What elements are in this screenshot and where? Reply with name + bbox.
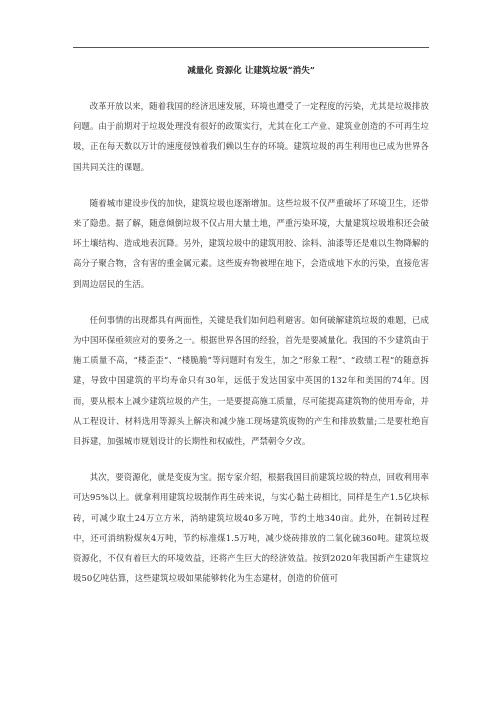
paragraph-4: 其次，要资源化，就是变废为宝。据专家介绍，根据我国目前建筑垃圾的特点，回收利用率可达95%以上。就拿利用建筑垃圾制作再生砖来说，与实心黏土砖相比，同样是生产1.5亿块标砖，可减少取土24万立方米，消纳建筑垃圾40多万吨，节约土地340亩。此外，在制砖过程中，还可消纳粉煤灰4万吨，节约标准煤1.5万吨，减少烧砖排放的二氧化硫360吨。建筑垃圾资源化，不仅有着巨大的环境效益，还将产生巨大的经济效益。按到2020年我国新产生建筑垃圾50亿吨估算，这些建筑垃圾如果能够转化为生态建材，创造的价值可: [73, 472, 429, 584]
header-rule: [73, 47, 429, 48]
paragraph-1: 改革开放以来，随着我国的经济迅速发展，环境也遭受了一定程度的污染，尤其是垃圾排放问题。由于前期对于垃圾处理没有很好的政策实行，尤其在化工产业、建筑业创造的不可再生垃圾，正在每天数以万计的速度侵蚀着我们赖以生存的环境。建筑垃圾的再生利用也已成为世界各国共同关注的课题。: [73, 101, 429, 172]
paragraph-2: 随着城市建设步伐的加快，建筑垃圾也逐渐增加。这些垃圾不仅严重破坏了环境卫生，还带来了隐患。据了解，随意倾倒垃圾不仅占用大量土地，严重污染环境，大量建筑垃圾堆积还会破坏土壤结构、造成地表沉降。另外，建筑垃圾中的建筑用胶、涂料、油漆等还是难以生物降解的高分子聚合物，含有害的重金属元素。这些废弃物被埋在地下，会造成地下水的污染，直接危害到周边居民的生活。: [73, 197, 429, 289]
document-title: 减量化 资源化 让建筑垃圾“消失”: [187, 66, 315, 76]
paragraph-3: 任何事情的出现都具有两面性，关键是我们如何趋利避害。如何破解建筑垃圾的难题，已成为中国环保亟须应对的要务之一。根据世界各国的经验，首先是要减量化。我国的不少建筑由于施工质量不高，“楼歪歪”、“楼脆脆”等问题时有发生，加之“形象工程”、“政绩工程”的随意拆建，导致中国建筑的平均寿命只有30年，远低于发达国家中英国的132年和美国的74年。因而，要从根本上减少建筑垃圾的产生，一是要提高施工质量，尽可能提高建筑物的使用寿命，并从工程设计、材料选用等源头上解决和减少施工现场建筑废物的产生和排放数量;二是要杜绝盲目拆建，加强城市规划设计的长期性和权威性，严禁朝令夕改。: [73, 314, 429, 447]
document-body: [73, 96, 429, 588]
